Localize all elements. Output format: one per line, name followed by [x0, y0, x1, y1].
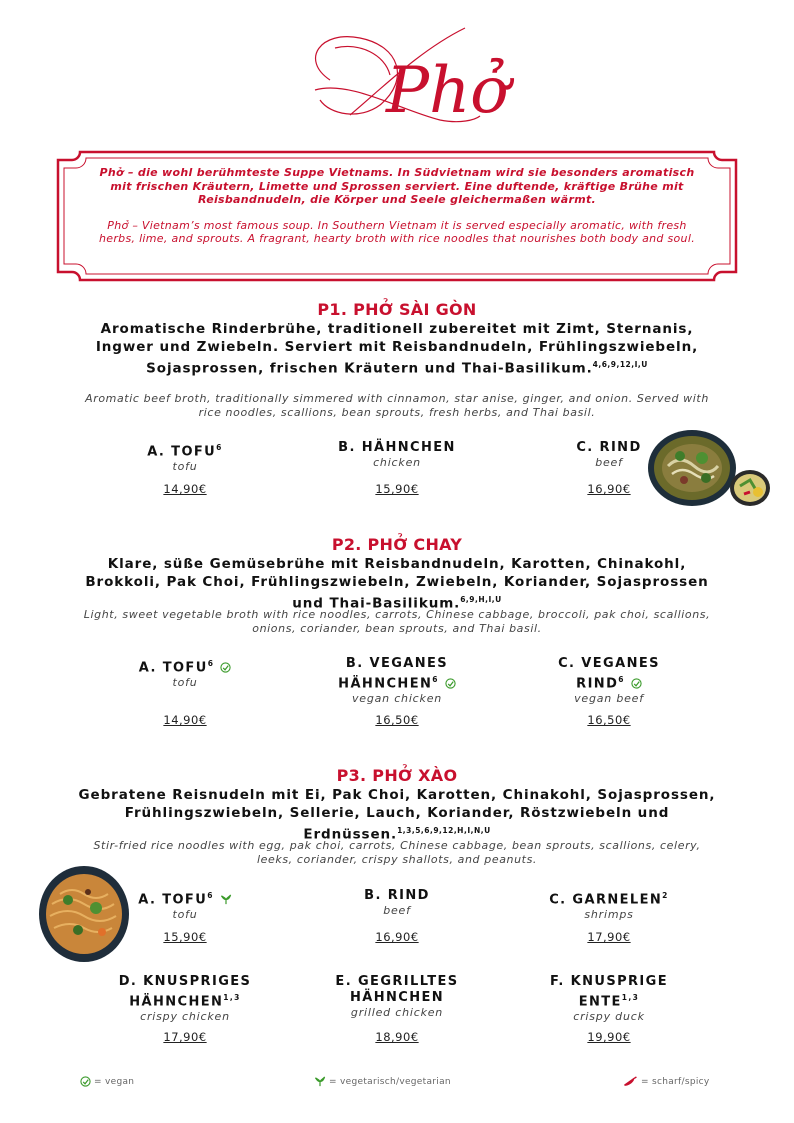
item-price: 14,90€ — [163, 713, 207, 727]
item-price: 15,90€ — [163, 930, 207, 944]
item-price: 19,90€ — [587, 1030, 631, 1044]
menu-item[interactable]: C. RIND beef 16,90€ — [524, 440, 694, 500]
legend-vegetarian: = vegetarisch/vegetarian — [314, 1076, 451, 1087]
pho-logo — [290, 20, 509, 140]
legend-vegan: = vegan — [80, 1076, 134, 1087]
section-en-p1: Aromatic beef broth, traditionally simmered with cinnamon, star anise, ginger, and onion. Served with rice noodles, scallions, bean sprouts, fresh herbs, and Thai basil. — [85, 392, 709, 419]
item-price: 16,50€ — [587, 713, 631, 727]
menu-item[interactable]: B. RIND beef 16,90€ — [312, 888, 482, 948]
menu-item[interactable]: D. KNUSPRIGES HÄHNCHEN$^{1,3}$ crispy chicken 17,90€ — [100, 974, 270, 1050]
logo-text: Phở — [386, 54, 509, 128]
vegetarian-sprout-icon — [220, 894, 232, 905]
item-price: 15,90€ — [375, 482, 419, 496]
pho-bowl-image — [646, 428, 774, 510]
item-price: 16,90€ — [375, 930, 419, 944]
item-price: 17,90€ — [587, 930, 631, 944]
intro-english: Phở – Vietnam’s most famous soup. In Southern Vietnam it is served especially aromatic, with fresh herbs, lime, and sprouts. A fragrant, hearty broth with rice noodles that nourishes both body and soul. — [99, 218, 695, 245]
menu-item[interactable]: A. TOFU$^6$ tofu 15,90€ — [100, 888, 270, 948]
menu-item[interactable]: C. GARNELEN$^2$ shrimps 17,90€ — [524, 888, 694, 948]
section-en-p3: Stir-fried rice noodles with egg, pak choi, carrots, Chinese cabbage, bean sprouts, scallions, celery, leeks, coriander, crispy shallots, and peanuts. — [93, 839, 701, 866]
vegetarian-sprout-icon — [314, 1076, 326, 1087]
vegan-leaf-icon — [80, 1076, 91, 1087]
menu-item[interactable]: E. GEGRILLTES HÄHNCHEN grilled chicken 18,90€ — [312, 974, 482, 1050]
menu-item[interactable]: C. VEGANES RIND$^6$ vegan beef 16,50€ — [524, 656, 694, 732]
item-price: 18,90€ — [375, 1030, 419, 1044]
section-desc-p2: Klare, süße Gemüsebrühe mit Reisbandnudeln, Karotten, Chinakohl, Brokkoli, Pak Choi, Frühlingszwiebeln, Zwiebeln, Koriander, Sojasprossen und Thai-Basilikum.$^{6,9,H,I,U}$ — [85, 556, 709, 612]
vegan-leaf-icon — [631, 678, 642, 689]
section-en-p2: Light, sweet vegetable broth with rice noodles, carrots, Chinese cabbage, broccoli, pak choi, scallions, onions, coriander, bean sprouts, and Thai basil. — [83, 608, 711, 635]
section-desc-p1: Aromatische Rinderbrühe, traditionell zubereitet mit Zimt, Sternanis, Ingwer und Zwiebeln. Serviert mit Reisbandnudeln, Frühlingszwiebeln, Sojasprossen, frischen Kräutern und Thai-Basilikum.$^{4,6,9,12,I,U}$ — [95, 321, 699, 377]
chili-pepper-icon — [622, 1076, 638, 1087]
vegan-leaf-icon — [220, 662, 231, 673]
item-price: 16,90€ — [587, 482, 631, 496]
section-title-p3: P3. PHỞ XÀO — [336, 766, 458, 785]
menu-item[interactable]: A. TOFU$^6$ tofu 14,90€ — [100, 440, 270, 500]
menu-item[interactable]: B. HÄHNCHEN chicken 15,90€ — [312, 440, 482, 500]
vegan-leaf-icon — [445, 678, 456, 689]
section-title-p2: P2. PHỞ CHAY — [331, 535, 463, 554]
section-desc-p3: Gebratene Reisnudeln mit Ei, Pak Choi, Karotten, Chinakohl, Sojasprossen, Frühlingszwiebeln, Sellerie, Lauch, Koriander, Röstzwiebeln und Erdnüssen.$^{1,3,5,6,9,12,H,I,N,U}$ — [78, 787, 716, 843]
section-title-p1: P1. PHỞ SÀI GÒN — [317, 300, 477, 319]
menu-item[interactable]: F. KNUSPRIGE ENTE$^{1,3}$ crispy duck 19,90€ — [524, 974, 694, 1050]
menu-item[interactable]: B. VEGANES HÄHNCHEN$^6$ vegan chicken 16,50€ — [312, 656, 482, 732]
item-price: 16,50€ — [375, 713, 419, 727]
legend-spicy: = scharf/spicy — [622, 1076, 710, 1087]
item-price: 17,90€ — [163, 1030, 207, 1044]
menu-item[interactable]: A. TOFU$^6$ tofu 14,90€ — [100, 656, 270, 732]
item-price: 14,90€ — [163, 482, 207, 496]
intro-text — [96, 166, 698, 246]
intro-german: Phở – die wohl berühmteste Suppe Vietnams. In Südvietnam wird sie besonders aromatisch mit frischen Kräutern, Limette und Sprossen serviert. Eine duftende, kräftige Brühe mit Reisbandnudeln, die Körper und Seele gleichermaßen wärmt. — [99, 166, 695, 206]
